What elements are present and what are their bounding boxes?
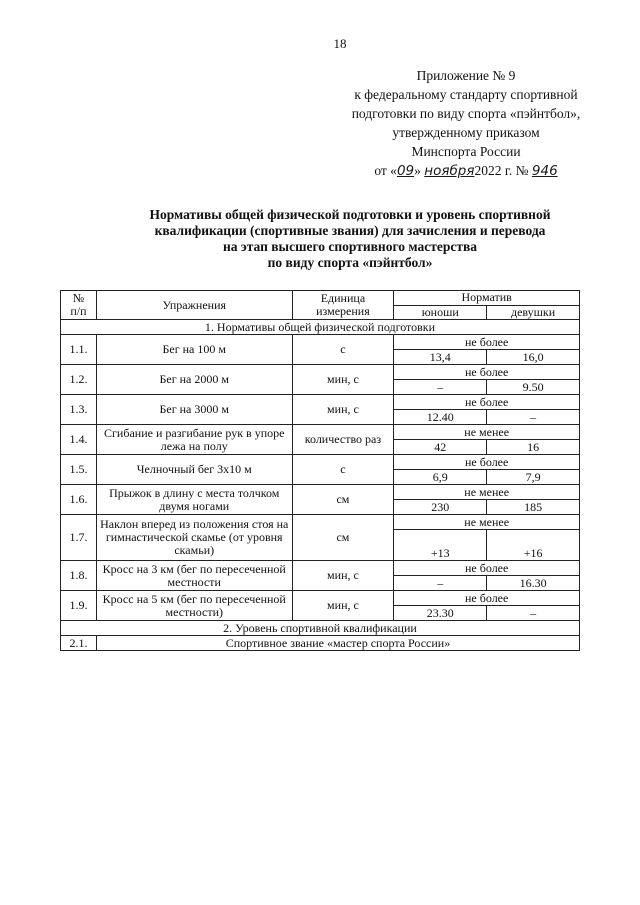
row-num: 1.1. — [61, 335, 97, 365]
row-girls-value: 16 — [487, 440, 580, 455]
row-girls-value: – — [487, 410, 580, 425]
appendix-header — [316, 66, 616, 181]
table-row — [61, 561, 580, 576]
appendix-date-line — [316, 161, 616, 181]
row-num: 1.6. — [61, 485, 97, 515]
row-unit: см — [292, 485, 394, 515]
appendix-line-4: утвержденному приказом — [392, 125, 540, 140]
header-girls: девушки — [487, 305, 580, 320]
section-2-heading: 2. Уровень спортивной квалификации — [61, 621, 580, 636]
row-girls-value: 9.50 — [487, 380, 580, 395]
date-year: 2022 г. № — [474, 163, 532, 178]
row-boys-value: 230 — [394, 500, 487, 515]
table-row — [61, 515, 580, 530]
table-row — [61, 335, 580, 350]
header-unit: Единица измерения — [292, 291, 394, 320]
row-2-1-num: 2.1. — [61, 636, 97, 651]
row-unit: мин, с — [292, 561, 394, 591]
appendix-line-5: Минспорта России — [411, 144, 521, 159]
header-boys: юноши — [394, 305, 487, 320]
row-boys-value: +13 — [394, 530, 487, 561]
row-boys-value: – — [394, 380, 487, 395]
date-day: 09 — [396, 163, 415, 179]
row-girls-value: 185 — [487, 500, 580, 515]
row-condition: не менее — [394, 515, 580, 530]
order-number: 946 — [531, 163, 558, 179]
row-num: 1.3. — [61, 395, 97, 425]
title-line-4: по виду спорта «пэйнтбол» — [267, 255, 433, 270]
row-unit: мин, с — [292, 365, 394, 395]
row-condition: не менее — [394, 425, 580, 440]
header-exercise: Упражнения — [96, 291, 292, 320]
row-unit: см — [292, 515, 394, 561]
row-girls-value: 16.30 — [487, 576, 580, 591]
table-row — [61, 591, 580, 606]
row-girls-value: 16,0 — [487, 350, 580, 365]
header-num: № п/п — [61, 291, 97, 320]
title-line-1: Нормативы общей физической подготовки и уровень спортивной — [149, 207, 551, 222]
row-condition: не более — [394, 335, 580, 350]
row-num: 1.4. — [61, 425, 97, 455]
row-unit: мин, с — [292, 395, 394, 425]
row-num: 1.9. — [61, 591, 97, 621]
row-boys-value: 23.30 — [394, 606, 487, 621]
row-2-1-text: Спортивное звание «мастер спорта России» — [96, 636, 579, 651]
section-1-heading: 1. Нормативы общей физической подготовки — [61, 320, 580, 335]
row-condition: не менее — [394, 485, 580, 500]
row-condition: не более — [394, 365, 580, 380]
row-num: 1.2. — [61, 365, 97, 395]
appendix-line-1: Приложение № 9 — [416, 68, 516, 83]
appendix-line-3: подготовки по виду спорта «пэйнтбол», — [351, 106, 581, 121]
row-boys-value: 6,9 — [394, 470, 487, 485]
table-row — [61, 455, 580, 470]
date-month: ноября — [424, 163, 475, 179]
row-condition: не более — [394, 561, 580, 576]
norms-rows — [61, 335, 580, 621]
row-exercise: Челночный бег 3х10 м — [96, 455, 292, 485]
row-boys-value: 42 — [394, 440, 487, 455]
table-row — [61, 395, 580, 410]
row-boys-value: 13,4 — [394, 350, 487, 365]
row-condition: не более — [394, 591, 580, 606]
row-boys-value: – — [394, 576, 487, 591]
row-exercise: Наклон вперед из положения стоя на гимнастической скамье (от уровня скамьи) — [96, 515, 292, 561]
row-exercise: Прыжок в длину с места толчком двумя ногами — [96, 485, 292, 515]
document-title — [60, 207, 640, 271]
row-girls-value: 7,9 — [487, 470, 580, 485]
row-unit: с — [292, 455, 394, 485]
row-num: 1.7. — [61, 515, 97, 561]
row-condition: не более — [394, 395, 580, 410]
table-row — [61, 365, 580, 380]
row-exercise: Кросс на 3 км (бег по пересеченной местности — [96, 561, 292, 591]
date-mid: » — [414, 163, 425, 178]
page-number: 18 — [333, 36, 347, 51]
row-unit: количество раз — [292, 425, 394, 455]
row-exercise: Сгибание и разгибание рук в упоре лежа на полу — [96, 425, 292, 455]
row-exercise: Кросс на 5 км (бег по пересеченной местности) — [96, 591, 292, 621]
row-unit: мин, с — [292, 591, 394, 621]
norms-table — [60, 290, 580, 651]
row-girls-value: +16 — [487, 530, 580, 561]
row-boys-value: 12.40 — [394, 410, 487, 425]
row-num: 1.5. — [61, 455, 97, 485]
row-unit: с — [292, 335, 394, 365]
title-line-3: на этап высшего спортивного мастерства — [222, 239, 478, 254]
row-girls-value: – — [487, 606, 580, 621]
row-exercise: Бег на 100 м — [96, 335, 292, 365]
row-condition: не более — [394, 455, 580, 470]
table-row — [61, 425, 580, 440]
appendix-line-2: к федеральному стандарту спортивной — [354, 87, 578, 102]
title-line-2: квалификации (спортивные звания) для зачисления и перевода — [154, 223, 546, 238]
row-num: 1.8. — [61, 561, 97, 591]
table-row — [61, 485, 580, 500]
row-exercise: Бег на 3000 м — [96, 395, 292, 425]
header-norm: Норматив — [394, 291, 580, 306]
row-exercise: Бег на 2000 м — [96, 365, 292, 395]
date-prefix: от « — [374, 163, 397, 178]
